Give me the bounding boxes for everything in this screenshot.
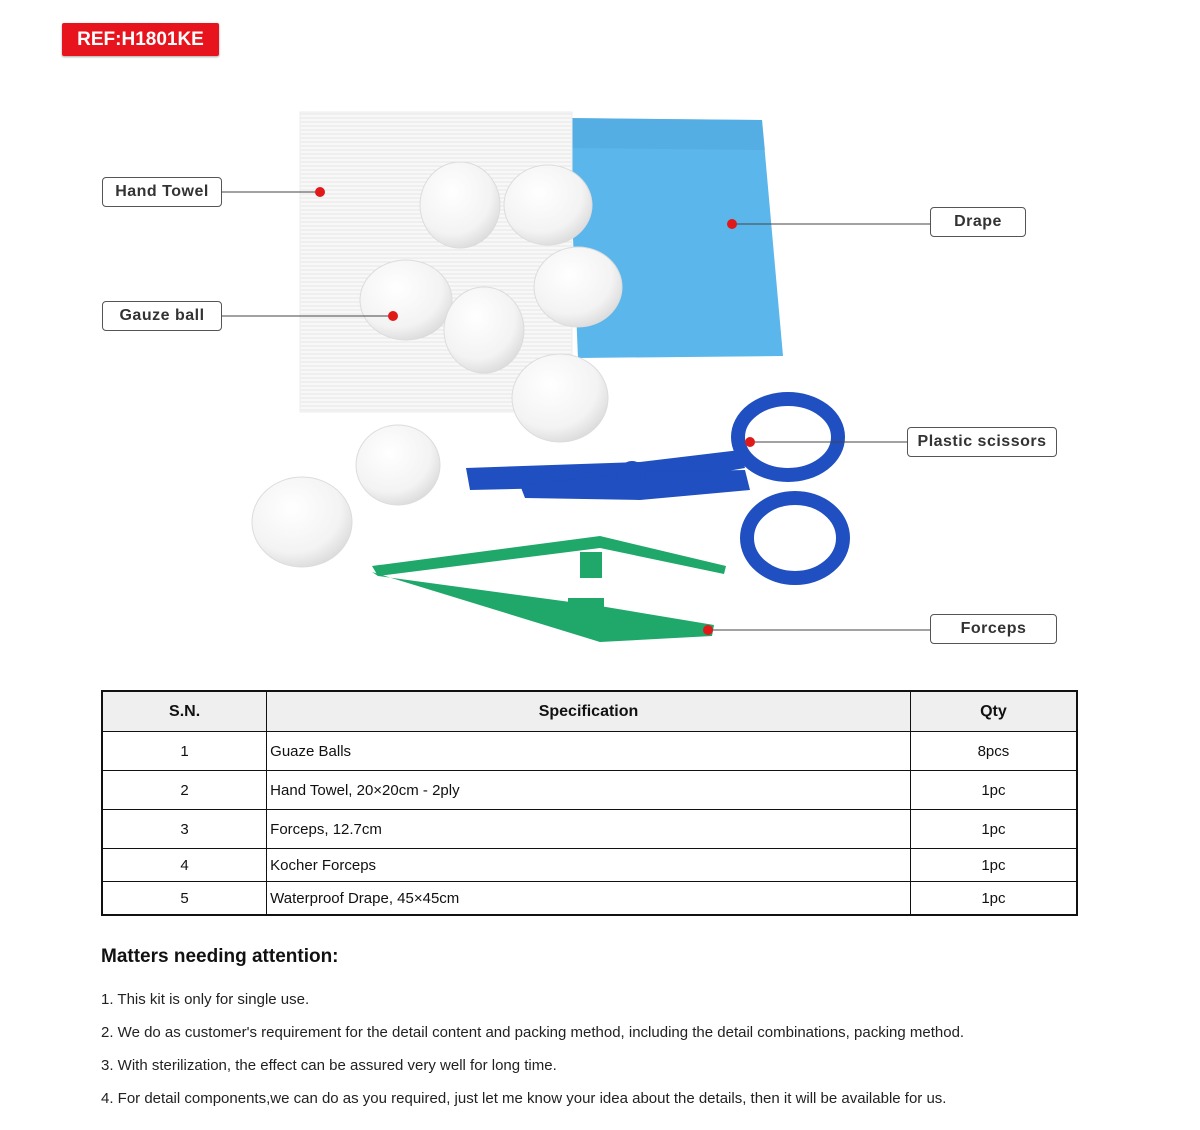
product-photo <box>0 60 1200 700</box>
cell-qty: 1pc <box>910 810 1077 849</box>
header-sn: S.N. <box>102 691 267 732</box>
note-item: 4. For detail components,we can do as you required, just let me know your idea about the details, then it will be available for us. <box>101 1090 947 1107</box>
label-gauze-ball: Gauze ball <box>102 301 222 331</box>
cell-sn: 4 <box>102 849 267 882</box>
note-item: 2. We do as customer's requirement for the detail content and packing method, including the detail combinations, packing method. <box>101 1024 965 1041</box>
label-forceps: Forceps <box>930 614 1057 644</box>
cell-qty: 8pcs <box>910 732 1077 771</box>
note-item: 3. With sterilization, the effect can be assured very well for long time. <box>101 1057 557 1074</box>
specification-table <box>101 690 1078 916</box>
label-drape: Drape <box>930 207 1026 237</box>
table-row <box>102 882 1077 916</box>
cell-spec: Hand Towel, 20×20cm - 2ply <box>267 771 911 810</box>
cell-qty: 1pc <box>910 771 1077 810</box>
cell-qty: 1pc <box>910 849 1077 882</box>
table-row <box>102 732 1077 771</box>
cell-spec: Forceps, 12.7cm <box>267 810 911 849</box>
cell-spec: Kocher Forceps <box>267 849 911 882</box>
cell-sn: 1 <box>102 732 267 771</box>
table-row <box>102 810 1077 849</box>
notes-title: Matters needing attention: <box>101 946 339 967</box>
table-row <box>102 771 1077 810</box>
label-plastic-scissors: Plastic scissors <box>907 427 1057 457</box>
cell-qty: 1pc <box>910 882 1077 916</box>
cell-sn: 5 <box>102 882 267 916</box>
cell-sn: 3 <box>102 810 267 849</box>
notes-list <box>101 990 964 1122</box>
header-specification: Specification <box>267 691 911 732</box>
note-item: 1. This kit is only for single use. <box>101 991 310 1008</box>
cell-sn: 2 <box>102 771 267 810</box>
ref-code-badge: REF:H1801KE <box>62 23 219 56</box>
label-hand-towel: Hand Towel <box>102 177 222 207</box>
cell-spec: Guaze Balls <box>267 732 911 771</box>
cell-spec: Waterproof Drape, 45×45cm <box>267 882 911 916</box>
table-row <box>102 849 1077 882</box>
table-header-row <box>102 691 1077 732</box>
header-qty: Qty <box>910 691 1077 732</box>
